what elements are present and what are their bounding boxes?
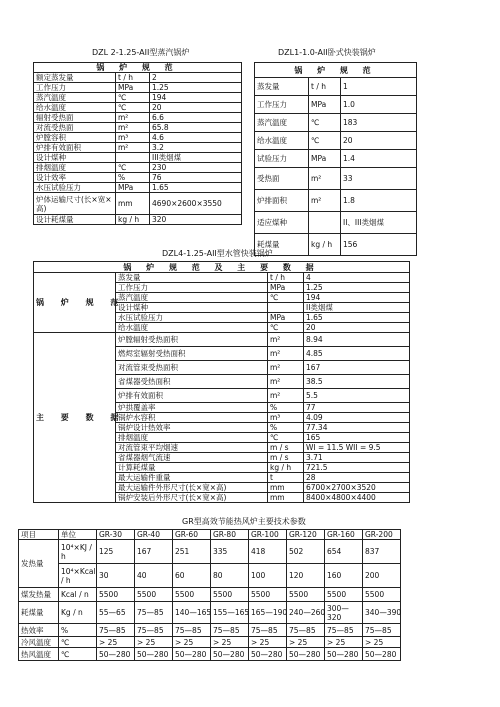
- cell-item: 受热面: [255, 168, 309, 190]
- cell-value: 194: [304, 293, 410, 303]
- cell-item: 工作压力: [116, 283, 268, 293]
- cell-item: 锅炉安装后外形尺寸(长×宽×高): [116, 493, 268, 503]
- cell-item: 给水温度: [116, 323, 268, 333]
- table-row: [255, 96, 417, 114]
- table-row: [34, 183, 242, 193]
- cell-value: 75—85: [211, 624, 249, 637]
- cell-item: 设计煤种: [116, 303, 268, 313]
- cell-value: 1.65: [304, 313, 410, 323]
- cell-unit: m²: [309, 190, 341, 212]
- table-row: [34, 113, 242, 123]
- cell-unit: Kg / n: [59, 602, 97, 624]
- cell-value: 1.65: [150, 183, 242, 193]
- cell-item: 耗煤量: [19, 602, 59, 624]
- cell-value: 40: [135, 564, 173, 588]
- table-row: [255, 168, 417, 190]
- cell-unit: t / h: [116, 73, 150, 83]
- cell-value: 50—280: [325, 648, 363, 661]
- cell-value: 5500: [287, 588, 325, 602]
- cell-value: 8400×4800×4400: [304, 493, 410, 503]
- table-row: [19, 564, 401, 588]
- cell-value: > 25: [249, 637, 287, 648]
- cell-item: 适应煤种: [255, 212, 309, 234]
- cell-value: 165: [304, 433, 410, 443]
- cell-item: 设计煤种: [34, 153, 116, 163]
- cell-value: 418: [249, 540, 287, 564]
- cell-value: > 25: [173, 637, 211, 648]
- cell-heat-label: 发热量: [19, 540, 59, 588]
- cell-value: 5500: [173, 588, 211, 602]
- table-row: [255, 212, 417, 234]
- cell-unit: m²: [268, 389, 304, 403]
- cell-unit: ℃: [59, 648, 97, 661]
- table-row: [34, 103, 242, 113]
- cell-unit: m²: [116, 143, 150, 153]
- cell-value: 20: [304, 323, 410, 333]
- table-row: [34, 273, 410, 283]
- table-row: [19, 648, 401, 661]
- cell-item: 最大运输件外形尺寸(长×宽×高): [116, 483, 268, 493]
- cell-unit: mm: [116, 193, 150, 215]
- cell-item: 蒸汽温度: [255, 114, 309, 132]
- cell-unit: MPa: [268, 283, 304, 293]
- cell-value: > 25: [325, 637, 363, 648]
- cell-unit: m²: [309, 168, 341, 190]
- cell-item: 水压试验压力: [34, 183, 116, 193]
- cell-value: 167: [135, 540, 173, 564]
- cell-value: 4690×2600×3550: [150, 193, 242, 215]
- cell-unit: m / s: [268, 453, 304, 463]
- cell-value: 200: [363, 564, 401, 588]
- cell-unit: ℃: [116, 163, 150, 173]
- cell-unit: ℃: [268, 293, 304, 303]
- table-row: [34, 333, 410, 347]
- cell-unit: [309, 212, 341, 234]
- cell-item: 蒸发量: [116, 273, 268, 283]
- cell-item: 省煤器烟气流速: [116, 453, 268, 463]
- cell-value: 75—85: [249, 624, 287, 637]
- hot-air-furnace-table: [18, 529, 401, 661]
- cell-value: > 25: [135, 637, 173, 648]
- cell-unit: [116, 153, 150, 163]
- table-row: [255, 234, 417, 256]
- cell-value: 140—165: [173, 602, 211, 624]
- cell-value: 65.8: [150, 123, 242, 133]
- cell-unit: ℃: [268, 323, 304, 333]
- cell-item: 煤发热量: [19, 588, 59, 602]
- header-cell: GR-60: [173, 530, 211, 540]
- boiler-spec-table-4t: [33, 261, 410, 503]
- cell-value: 55—65: [97, 602, 135, 624]
- cell-unit: t / h: [309, 78, 341, 96]
- header-cell: 单位: [59, 530, 97, 540]
- table-row: [19, 588, 401, 602]
- cell-value: 38.5: [304, 375, 410, 389]
- cell-value: 5500: [135, 588, 173, 602]
- cell-unit: 10⁴×Kcal / h: [59, 564, 97, 588]
- cell-value: II类烟煤: [304, 303, 410, 313]
- cell-value: 5500: [97, 588, 135, 602]
- cell-value: > 25: [363, 637, 401, 648]
- cell-item: 最大运输件重量: [116, 473, 268, 483]
- cell-unit: MPa: [309, 150, 341, 168]
- table-row: [19, 540, 401, 564]
- cell-unit: mm: [268, 483, 304, 493]
- cell-value: 50—280: [211, 648, 249, 661]
- cell-item: 蒸汽温度: [116, 293, 268, 303]
- cell-item: 排烟温度: [116, 433, 268, 443]
- header-cell: GR-80: [211, 530, 249, 540]
- cell-item: 省煤器受热面积: [116, 375, 268, 389]
- cell-item: 炉排有效面积: [34, 143, 116, 153]
- cell-value: 28: [304, 473, 410, 483]
- cell-item: 工作压力: [34, 83, 116, 93]
- cell-value: 20: [341, 132, 417, 150]
- header-cell: GR-100: [249, 530, 287, 540]
- cell-value: 75—85: [363, 624, 401, 637]
- cell-value: 240—260: [287, 602, 325, 624]
- cell-value: 340—390: [363, 602, 401, 624]
- table-row: [34, 193, 242, 215]
- cell-value: 50—280: [97, 648, 135, 661]
- cell-item: 炉体运输尺寸(长×宽×高): [34, 193, 116, 215]
- group-label-data: 主 要 数 据: [34, 333, 116, 503]
- cell-value: 4: [304, 273, 410, 283]
- cell-item: 给水温度: [255, 132, 309, 150]
- cell-unit: m²: [268, 333, 304, 347]
- cell-value: 20: [150, 103, 242, 113]
- cell-unit: m²: [116, 113, 150, 123]
- cell-value: 4.85: [304, 347, 410, 361]
- cell-item: 冷风温度: [19, 637, 59, 648]
- cell-item: 排烟温度: [34, 163, 116, 173]
- cell-value: 3.71: [304, 453, 410, 463]
- cell-unit: ℃: [116, 93, 150, 103]
- cell-item: 对流管束受热面积: [116, 361, 268, 375]
- cell-unit: ℃: [59, 637, 97, 648]
- cell-unit: m²: [268, 347, 304, 361]
- cell-value: 125: [97, 540, 135, 564]
- group-label-spec: 锅 炉 规 范: [34, 273, 116, 333]
- cell-value: 2: [150, 73, 242, 83]
- cell-value: 230: [150, 163, 242, 173]
- cell-item: 给水温度: [34, 103, 116, 113]
- cell-value: 1.8: [341, 190, 417, 212]
- cell-value: 77: [304, 403, 410, 413]
- cell-item: 计算耗煤量: [116, 463, 268, 473]
- cell-item: 炉膛容积: [34, 133, 116, 143]
- cell-unit: m²: [268, 361, 304, 375]
- cell-unit: ℃: [268, 433, 304, 443]
- table-row: [34, 163, 242, 173]
- cell-unit: m²: [116, 123, 150, 133]
- cell-item: 锅炉水容积: [116, 413, 268, 423]
- cell-value: 75—85: [135, 602, 173, 624]
- header-cell: GR-40: [135, 530, 173, 540]
- cell-value: 80: [211, 564, 249, 588]
- cell-value: 165—190: [249, 602, 287, 624]
- boiler-spec-table-2t: [33, 62, 242, 225]
- table1-header: 锅 炉 规 范: [34, 63, 242, 73]
- table-row: [34, 83, 242, 93]
- cell-value: 75—85: [287, 624, 325, 637]
- cell-value: 6700×2700×3520: [304, 483, 410, 493]
- cell-value: 4.09: [304, 413, 410, 423]
- cell-value: 8.94: [304, 333, 410, 347]
- cell-value: 251: [173, 540, 211, 564]
- cell-value: 300—320: [325, 602, 363, 624]
- table-row: [255, 78, 417, 96]
- cell-value: 5500: [249, 588, 287, 602]
- cell-value: 1: [341, 78, 417, 96]
- table-row: [255, 150, 417, 168]
- table-row: [34, 123, 242, 133]
- cell-value: 5500: [325, 588, 363, 602]
- cell-unit: kg / h: [268, 463, 304, 473]
- cell-value: 75—85: [135, 624, 173, 637]
- table3-title: DZL4-1.25-AII型水管快装锅炉: [162, 249, 273, 258]
- cell-value: 1.25: [304, 283, 410, 293]
- cell-value: 5500: [363, 588, 401, 602]
- cell-unit: %: [116, 173, 150, 183]
- cell-unit: %: [268, 403, 304, 413]
- cell-value: 5500: [211, 588, 249, 602]
- cell-item: 工作压力: [255, 96, 309, 114]
- table-row: [255, 190, 417, 212]
- cell-value: 654: [325, 540, 363, 564]
- table-header-row: [19, 530, 401, 540]
- table-row: [34, 173, 242, 183]
- cell-item: 设计效率: [34, 173, 116, 183]
- cell-value: 100: [249, 564, 287, 588]
- cell-item: 蒸发量: [255, 78, 309, 96]
- cell-value: 75—85: [173, 624, 211, 637]
- table-row: [19, 624, 401, 637]
- cell-value: 3.2: [150, 143, 242, 153]
- cell-value: > 25: [97, 637, 135, 648]
- cell-unit: t: [268, 473, 304, 483]
- cell-item: 水压试验压力: [116, 313, 268, 323]
- cell-value: 5.5: [304, 389, 410, 403]
- table-row: [34, 93, 242, 103]
- cell-value: 194: [150, 93, 242, 103]
- table-row: [19, 602, 401, 624]
- cell-unit: MPa: [309, 96, 341, 114]
- cell-value: 60: [173, 564, 211, 588]
- cell-unit: m / s: [268, 443, 304, 453]
- table3-header: 锅 炉 规 范 及 主 要 数 据: [34, 262, 410, 273]
- cell-value: 155—165: [211, 602, 249, 624]
- cell-value: 183: [341, 114, 417, 132]
- cell-unit: Kcal / n: [59, 588, 97, 602]
- cell-unit: m²: [268, 375, 304, 389]
- cell-unit: ℃: [309, 114, 341, 132]
- cell-item: 热风温度: [19, 648, 59, 661]
- cell-value: 837: [363, 540, 401, 564]
- cell-unit: %: [59, 624, 97, 637]
- cell-value: 721.5: [304, 463, 410, 473]
- cell-unit: kg / h: [116, 215, 150, 225]
- table-row: [19, 637, 401, 648]
- cell-item: 蒸汽温度: [34, 93, 116, 103]
- header-cell: 项目: [19, 530, 59, 540]
- cell-value: 320: [150, 215, 242, 225]
- cell-value: 76: [150, 173, 242, 183]
- cell-item: 燃烬室辐射受热面积: [116, 347, 268, 361]
- cell-value: > 25: [287, 637, 325, 648]
- cell-value: 1.4: [341, 150, 417, 168]
- cell-value: II、III类烟煤: [341, 212, 417, 234]
- cell-item: 设计耗煤量: [34, 215, 116, 225]
- cell-unit: t / h: [268, 273, 304, 283]
- cell-item: 炉排有效面积: [116, 389, 268, 403]
- cell-unit: ℃: [116, 103, 150, 113]
- cell-item: 对流受热面: [34, 123, 116, 133]
- cell-item: 对流管束平均烟速: [116, 443, 268, 453]
- cell-unit: MPa: [268, 313, 304, 323]
- cell-unit: m³: [116, 133, 150, 143]
- cell-value: 160: [325, 564, 363, 588]
- cell-unit: [268, 303, 304, 313]
- cell-value: 77.34: [304, 423, 410, 433]
- cell-item: 锅炉设计热效率: [116, 423, 268, 433]
- cell-unit: MPa: [116, 183, 150, 193]
- cell-value: 120: [287, 564, 325, 588]
- cell-value: 75—85: [97, 624, 135, 637]
- table-row: [255, 114, 417, 132]
- cell-value: 50—280: [173, 648, 211, 661]
- cell-value: 156: [341, 234, 417, 256]
- cell-value: 33: [341, 168, 417, 190]
- table-row: [34, 143, 242, 153]
- cell-unit: m³: [268, 413, 304, 423]
- header-cell: GR-160: [325, 530, 363, 540]
- cell-unit: %: [268, 423, 304, 433]
- header-cell: GR-120: [287, 530, 325, 540]
- cell-value: 6.6: [150, 113, 242, 123]
- cell-item: 试验压力: [255, 150, 309, 168]
- cell-value: 167: [304, 361, 410, 375]
- cell-unit: 10⁴×KJ / h: [59, 540, 97, 564]
- cell-unit: MPa: [116, 83, 150, 93]
- cell-value: 1.25: [150, 83, 242, 93]
- cell-value: 50—280: [249, 648, 287, 661]
- header-cell: GR-30: [97, 530, 135, 540]
- cell-value: 50—280: [363, 648, 401, 661]
- cell-item: 热效率: [19, 624, 59, 637]
- cell-value: 502: [287, 540, 325, 564]
- cell-item: 炉排面积: [255, 190, 309, 212]
- cell-value: 1.0: [341, 96, 417, 114]
- table1-title: DZL 2-1.25-AII型蒸汽锅炉: [92, 48, 190, 57]
- cell-value: WI = 11.5 WII = 9.5: [304, 443, 410, 453]
- table-row: [34, 73, 242, 83]
- table-row: [34, 133, 242, 143]
- cell-value: 4.6: [150, 133, 242, 143]
- table2-header: 锅 炉 规 范: [255, 63, 417, 78]
- cell-item: 炉膛辐射受热面积: [116, 333, 268, 347]
- cell-value: 50—280: [287, 648, 325, 661]
- cell-value: > 25: [211, 637, 249, 648]
- cell-item: 炉拱覆盖率: [116, 403, 268, 413]
- table-row: [34, 215, 242, 225]
- cell-value: 75—85: [325, 624, 363, 637]
- header-cell: GR-200: [363, 530, 401, 540]
- cell-value: 50—280: [135, 648, 173, 661]
- table4-title: GR型高效节能热风炉主要技术参数: [182, 517, 306, 526]
- cell-value: III类烟煤: [150, 153, 242, 163]
- cell-item: 耗煤量: [255, 234, 309, 256]
- cell-item: 辐射受热面: [34, 113, 116, 123]
- cell-value: 335: [211, 540, 249, 564]
- cell-value: 30: [97, 564, 135, 588]
- cell-item: 额定蒸发量: [34, 73, 116, 83]
- table2-title: DZL1-1.0-AII卧式快装锅炉: [278, 48, 376, 57]
- cell-unit: mm: [268, 493, 304, 503]
- cell-unit: ℃: [309, 132, 341, 150]
- cell-unit: kg / h: [309, 234, 341, 256]
- table-row: [255, 132, 417, 150]
- table-row: [34, 153, 242, 163]
- boiler-spec-table-1t: [254, 62, 417, 256]
